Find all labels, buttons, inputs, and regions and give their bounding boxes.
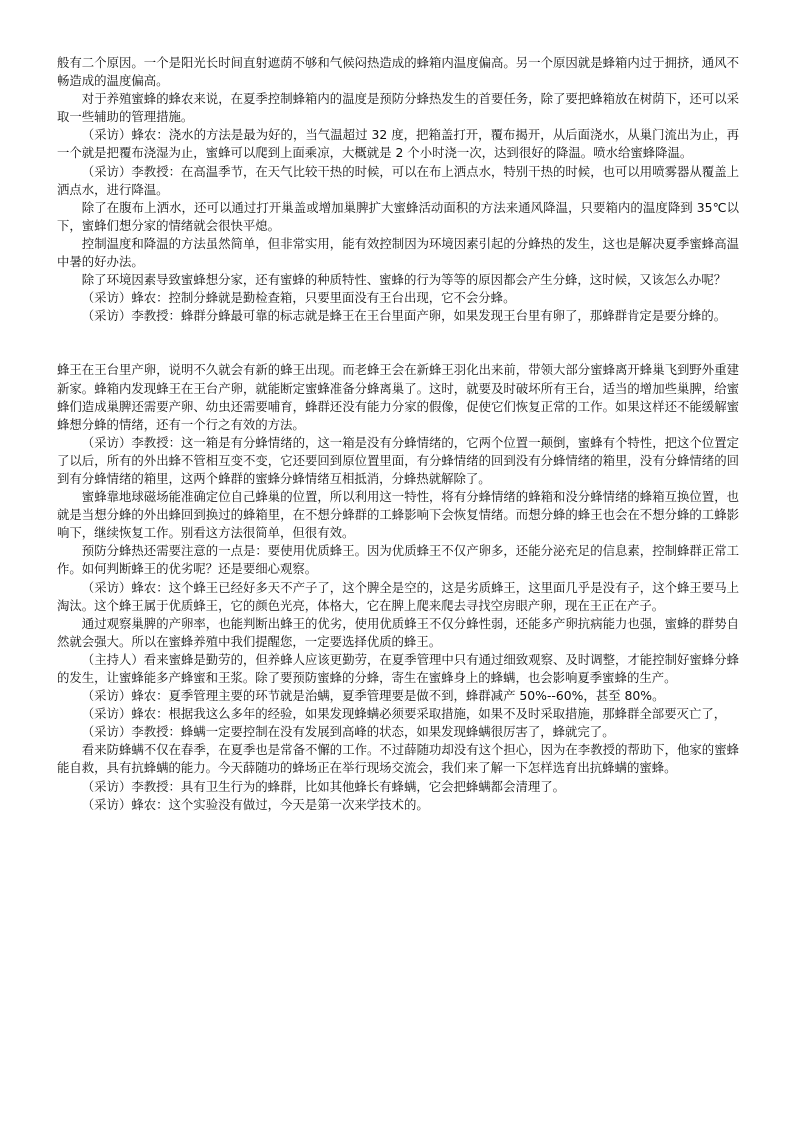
paragraph: （采访）蜂农：根据我这么多年的经验，如果发现蜂螨必须要采取措施，如果不及时采取措施，那蜂群全部要灭亡了， — [81, 706, 727, 722]
paragraph: 对于养殖蜜蜂的蜂农来说，在夏季控制蜂箱内的温度是预防分蜂热发生的首要任务，除了要把蜂箱放在树荫下，还可以采取一些辅助的管理措施。 — [57, 91, 739, 125]
paragraph: （采访）李教授：蜂群分蜂最可靠的标志就是蜂王在王台里面产卵，如果发现王台里有卵了，那蜂群肯定是要分蜂的。 — [81, 308, 727, 324]
section-1 — [57, 54, 739, 325]
paragraph: 蜜蜂靠地球磁场能准确定位自己蜂巢的位置，所以利用这一特性，将有分蜂情绪的蜂箱和没分蜂情绪的蜂箱互换位置，也就是当想分蜂的外出蜂回到换过的蜂箱里，在不想分蜂群的工蜂影响下会恢复情绪。而想分蜂的蜂王也会在不想分蜂的工蜂影响下，继续恢复工作。别看这方法很简单，但很有效。 — [57, 489, 739, 541]
section-gap — [57, 325, 739, 361]
paragraph: 般有二个原因。一个是阳光长时间直射遮荫不够和气候闷热造成的蜂箱内温度偏高。另一个原因就是蜂箱内过于拥挤，通风不畅造成的温度偏高。 — [57, 55, 739, 89]
paragraph: （采访）李教授：这一箱是有分蜂情绪的，这一箱是没有分蜂情绪的，它两个位置一颠倒，蜜蜂有个特性，把这个位置定了以后，所有的外出蜂不管相互变不变，它还要回到原位置里面，有分蜂情绪的回到没有分蜂情绪的箱里，没有分蜂情绪的回到有分蜂情绪的箱里，这两个蜂群的蜜蜂分蜂情绪互相抵消，分蜂热就解除了。 — [57, 434, 739, 486]
paragraph: （采访）李教授：蜂螨一定要控制在没有发展到高峰的状态，如果发现蜂螨很厉害了，蜂就完了。 — [81, 724, 615, 740]
paragraph: 通过观察巢脾的产卵率，也能判断出蜂王的优劣，使用优质蜂王不仅分蜂性弱，还能多产卵抗病能力也强，蜜蜂的群势自然就会强大。所以在蜜蜂养殖中我们提醒您，一定要选择优质的蜂王。 — [57, 615, 739, 649]
paragraph: （采访）蜂农：这个实验没有做过，今天是第一次来学技术的。 — [81, 796, 429, 812]
section-2 — [57, 361, 739, 813]
paragraph: （采访）李教授：具有卫生行为的蜂群，比如其他蜂长有蜂螨，它会把蜂螨都会清理了。 — [81, 778, 566, 794]
paragraph: （采访）蜂农：这个蜂王已经好多天不产子了，这个脾全是空的，这是劣质蜂王，这里面几乎是没有子，这个蜂王要马上淘汰。这个蜂王属于优质蜂王，它的颜色光亮，体格大，它在脾上爬来爬去寻找空房眼产卵，现在王正在产子。 — [57, 579, 739, 613]
paragraph: 控制温度和降温的方法虽然简单，但非常实用，能有效控制因为环境因素引起的分蜂热的发生，这也是解决夏季蜜蜂高温中暑的好办法。 — [57, 235, 739, 270]
paragraph: 蜂王在王台里产卵，说明不久就会有新的蜂王出现。而老蜂王会在新蜂王羽化出来前，带领大部分蜜蜂离开蜂巢飞到野外重建新家。蜂箱内发现蜂王在王台产卵，就能断定蜜蜂准备分蜂离巢了。这时，就要及时破坏所有王台，适当的增加些巢脾，给蜜蜂们造成巢脾还需要产卵、幼虫还需要哺育，蜂群还没有能力分家的假像，促使它们恢复正常的工作。如果这样还不能缓解蜜蜂想分蜂的情绪，还有一个行之有效的方法。 — [57, 362, 739, 432]
paragraph: （主持人）看来蜜蜂是勤劳的，但养蜂人应该更勤劳，在夏季管理中只有通过细致观察、及时调整，才能控制好蜜蜂分蜂的发生，让蜜蜂能多产蜂蜜和王浆。除了要预防蜜蜂的分蜂，寄生在蜜蜂身上的蜂螨，也会影响夏季蜜蜂的生产。 — [57, 651, 739, 685]
paragraph: （采访）蜂农：夏季管理主要的环节就是治螨，夏季管理要是做不到，蜂群减产 50%--60%，甚至 80%。 — [81, 688, 665, 704]
paragraph: 看来防蜂螨不仅在春季，在夏季也是常备不懈的工作。不过薛随功却没有这个担心，因为在李教授的帮助下，他家的蜜蜂能自救，具有抗蜂螨的能力。今天薛随功的蜂场正在举行现场交流会，我们来了解一下怎样选育出抗蜂螨的蜜蜂。 — [57, 742, 739, 776]
paragraph: （采访）蜂农：浇水的方法是最为好的，当气温超过 32 度，把箱盖打开，覆布揭开，从后面浇水，从巢门流出为止，再一个就是把覆布浇湿为止，蜜蜂可以爬到上面乘凉，大概就是 2 个小时浇一次，达到很好的降温。喷水给蜜蜂降温。 — [57, 127, 739, 161]
paragraph: 预防分蜂热还需要注意的一点是：要使用优质蜂王。因为优质蜂王不仅产卵多，还能分泌充足的信息素，控制蜂群正常工作。如何判断蜂王的优劣呢？还是要细心观察。 — [57, 543, 739, 577]
paragraph: 除了在腹布上洒水，还可以通过打开巢盖或增加巢脾扩大蜜蜂活动面积的方法来通风降温，只要箱内的温度降到 35℃以下，蜜蜂们想分家的情绪就会很快平熄。 — [57, 199, 739, 233]
paragraph: 除了环境因素导致蜜蜂想分家，还有蜜蜂的种质特性、蜜蜂的行为等等的原因都会产生分蜂，这时候，又该怎么办呢？ — [81, 272, 727, 288]
paragraph: （采访）蜂农：控制分蜂就是勤检查箱，只要里面没有王台出现，它不会分蜂。 — [81, 290, 516, 306]
paragraph: （采访）李教授：在高温季节，在天气比较干热的时候，可以在布上洒点水，特别干热的时候，也可以用喷雾器从覆盖上洒点水，进行降温。 — [57, 163, 739, 197]
